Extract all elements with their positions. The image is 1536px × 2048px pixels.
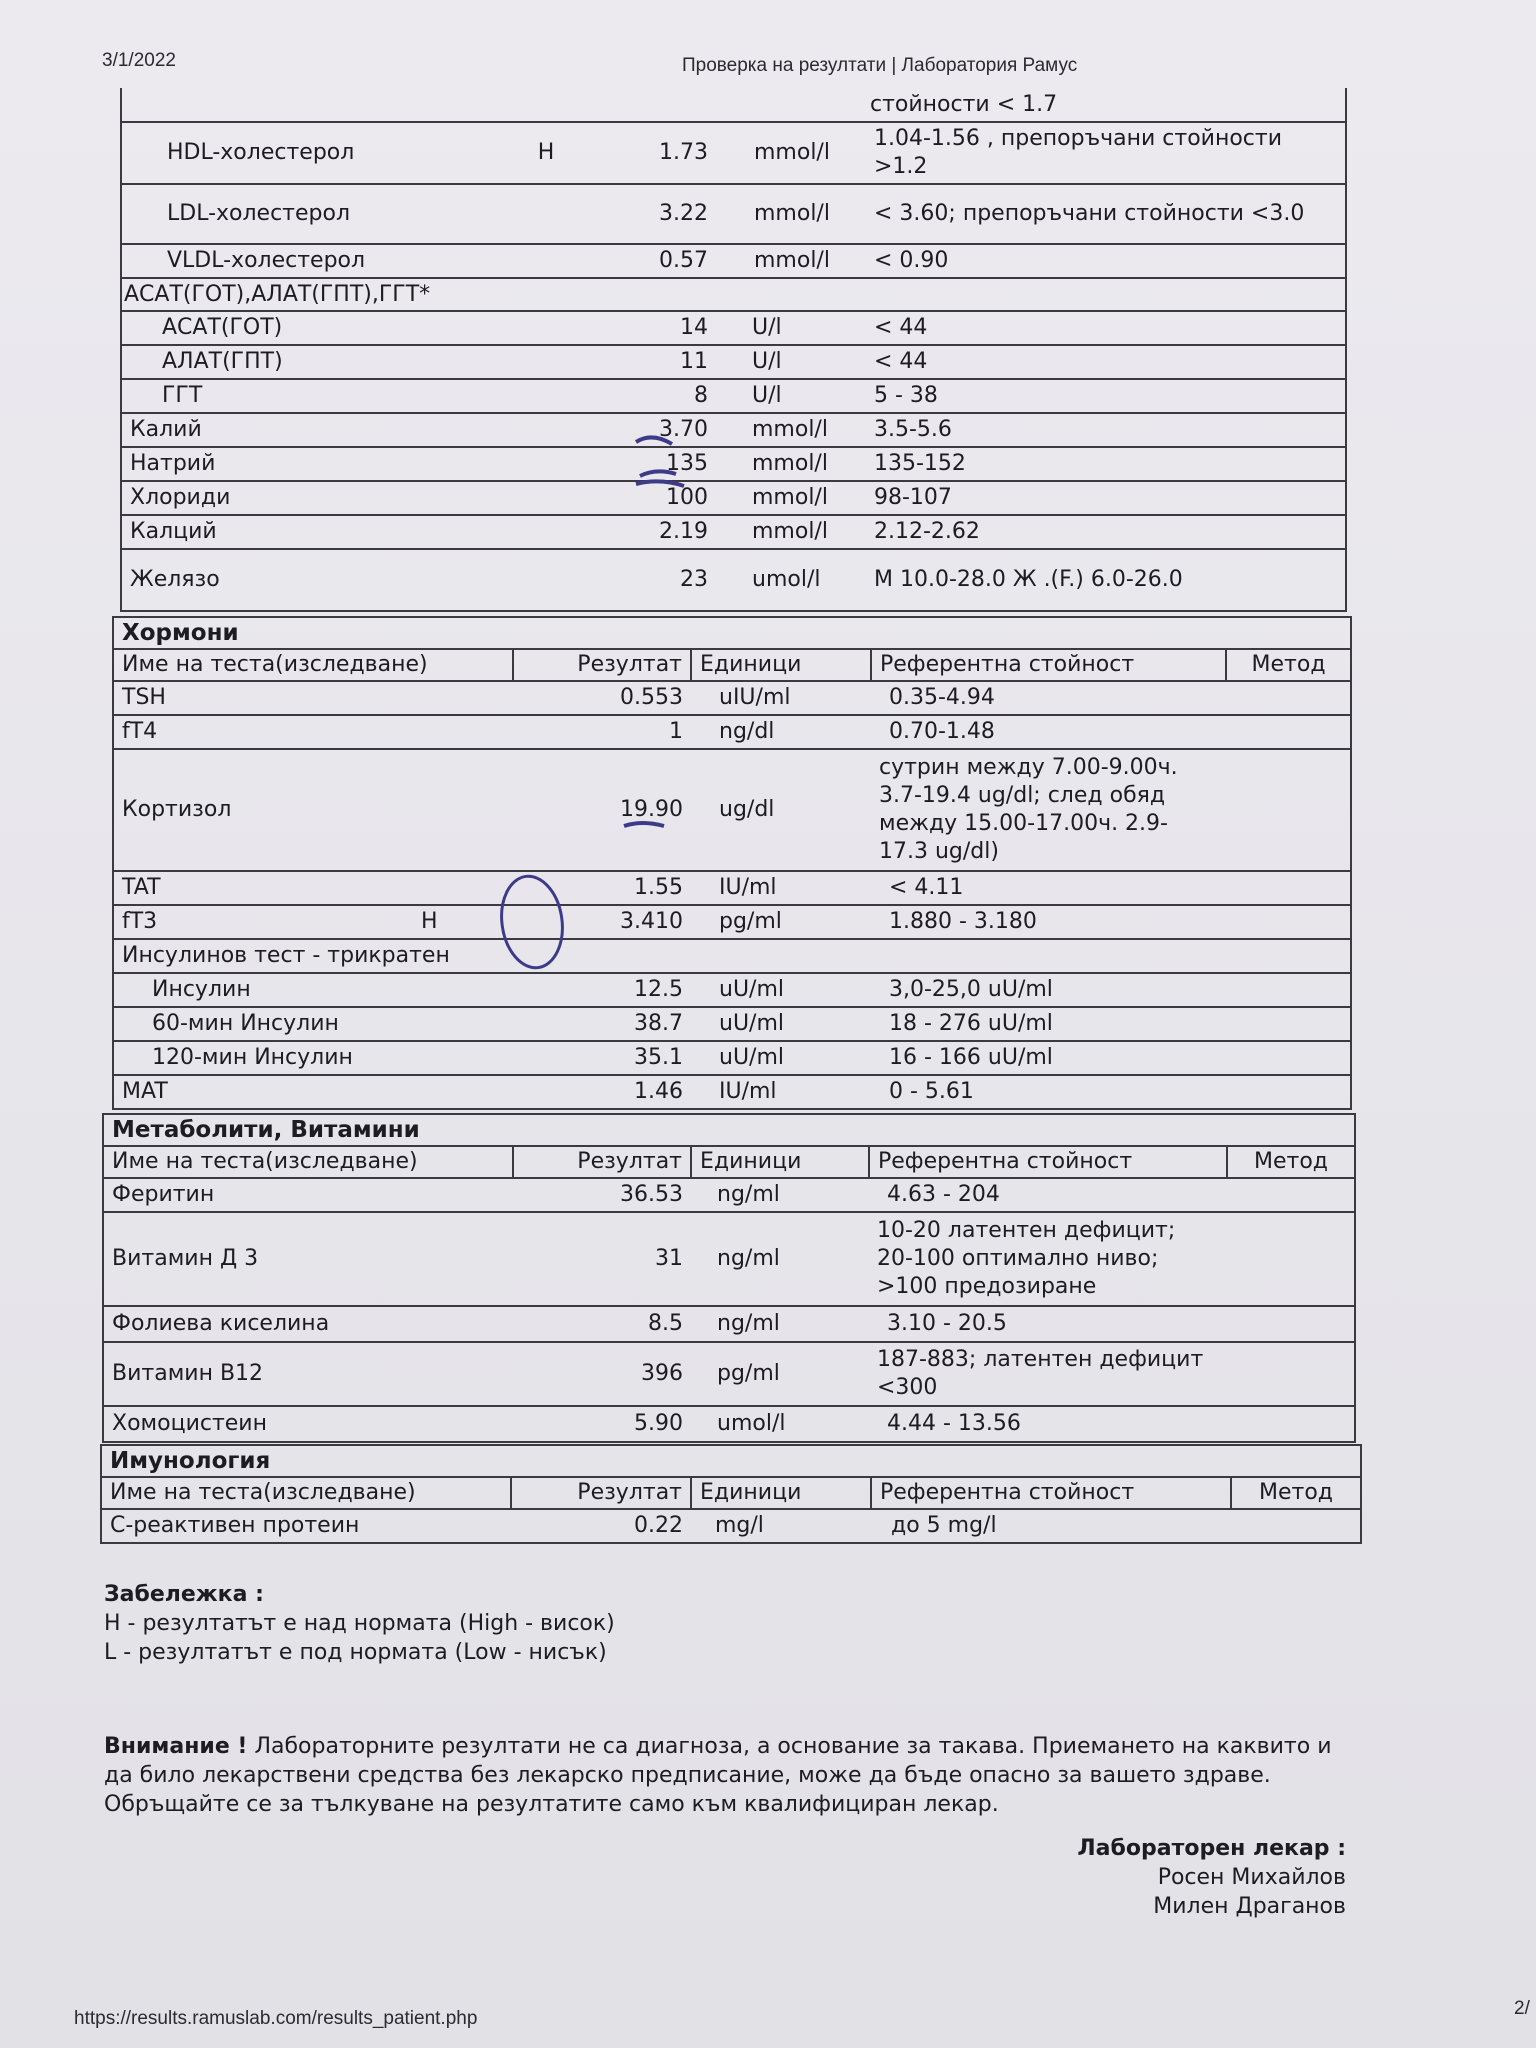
column-header-result: Резултат <box>513 649 691 681</box>
doctor-name: Милен Драганов <box>1153 1894 1346 1919</box>
unit: U/l <box>716 345 866 379</box>
section-title-metabolites: Метаболити, Витамини <box>103 1114 1355 1146</box>
result-value: 14 <box>586 311 716 345</box>
group-title: АСАТ(ГОТ),АЛАТ(ГПТ),ГГТ* <box>121 278 1346 311</box>
test-name: Натрий <box>121 447 506 481</box>
flag-high: H <box>413 905 513 939</box>
test-name: C-реактивен протеин <box>101 1509 511 1543</box>
column-header-unit: Единици <box>691 1146 869 1178</box>
test-name: TAT <box>113 871 413 905</box>
column-header-method: Метод <box>1231 1477 1361 1509</box>
column-header-reference: Референтна стойност <box>871 1477 1231 1509</box>
reference-range: < 0.90 <box>866 244 1346 278</box>
result-value: 0.553 <box>513 681 691 715</box>
unit: mmol/l <box>716 184 866 244</box>
test-name: 120-мин Инсулин <box>113 1041 413 1075</box>
test-name: fT4 <box>113 715 413 749</box>
test-name: Инсулин <box>113 973 413 1007</box>
result-value: 8 <box>586 379 716 413</box>
reference-range: < 3.60; препоръчани стойности <3.0 <box>866 184 1346 244</box>
result-value: 31 <box>513 1212 691 1306</box>
result-value: 3.70 <box>586 413 716 447</box>
flag-high: H <box>506 122 586 184</box>
test-name: LDL-холестерол <box>121 184 506 244</box>
unit: mg/l <box>691 1509 871 1543</box>
result-value: 2.19 <box>586 515 716 549</box>
reference-range: 0.35-4.94 <box>871 681 1351 715</box>
reference-range: 18 - 276 uU/ml <box>871 1007 1351 1041</box>
column-header-result: Резултат <box>513 1146 691 1178</box>
column-header-name: Име на теста(изследване) <box>103 1146 513 1178</box>
reference-range: 4.44 - 13.56 <box>869 1406 1355 1442</box>
note-line-high: H - резултатът е над нормата (High - висок) <box>104 1611 615 1636</box>
warning-label: Внимание ! <box>104 1734 248 1759</box>
column-header-name: Име на теста(изследване) <box>113 649 513 681</box>
page-number: 2/ <box>1514 1998 1530 2019</box>
test-name: АЛАТ(ГПТ) <box>121 345 506 379</box>
reference-range: 3.10 - 20.5 <box>869 1306 1355 1342</box>
unit: IU/ml <box>691 1075 871 1109</box>
reference-range: 187-883; латентен дефицит <300 <box>869 1342 1355 1406</box>
page-title: Проверка на резултати | Лаборатория Рамус <box>682 55 1078 76</box>
result-value: 5.90 <box>513 1406 691 1442</box>
test-name: ГГТ <box>121 379 506 413</box>
reference-range: 1.880 - 3.180 <box>871 905 1351 939</box>
test-name: Желязо <box>121 549 506 611</box>
unit: IU/ml <box>691 871 871 905</box>
test-name: Витамин Д 3 <box>103 1212 513 1306</box>
result-value: 135 <box>586 447 716 481</box>
result-value: 1.55 <box>513 871 691 905</box>
pen-underline-mark <box>636 437 672 444</box>
test-name: VLDL-холестерол <box>121 244 506 278</box>
test-name: MAT <box>113 1075 413 1109</box>
test-name: HDL-холестерол <box>121 122 506 184</box>
section-title-immunology: Имунология <box>101 1445 1361 1477</box>
unit: pg/ml <box>691 1342 869 1406</box>
pen-underline-mark <box>636 481 684 486</box>
column-header-method: Метод <box>1227 1146 1355 1178</box>
reference-range: сутрин между 7.00-9.00ч. 3.7-19.4 ug/dl; след обяд между 15.00-17.00ч. 2.9-17.3 ug/dl) <box>871 749 1351 871</box>
reference-range: 0.70-1.48 <box>871 715 1351 749</box>
unit: uIU/ml <box>691 681 871 715</box>
note-line-low: L - резултатът е под нормата (Low - нисък) <box>104 1640 607 1665</box>
reference-range: до 5 mg/l <box>871 1509 1361 1543</box>
column-header-name: Име на теста(изследване) <box>101 1477 511 1509</box>
column-header-unit: Единици <box>691 649 871 681</box>
signature-title: Лабораторен лекар : <box>1077 1836 1346 1861</box>
result-value: 396 <box>513 1342 691 1406</box>
print-date: 3/1/2022 <box>102 50 176 71</box>
test-name: fT3 <box>113 905 413 939</box>
column-header-reference: Референтна стойност <box>871 649 1226 681</box>
section-title-hormones: Хормони <box>113 617 1351 649</box>
result-value: 19.90 <box>513 749 691 871</box>
unit: mmol/l <box>716 413 866 447</box>
result-value: 0.22 <box>511 1509 691 1543</box>
test-name: Калций <box>121 515 506 549</box>
warning-text: Лабораторните резултати не са диагноза, а основание за такава. Приемането на каквито и да било лекарствени средства без лекарско предписание, може да бъде опасно за вашето здраве. Обръщайте се за тълкуване на резултатите само към квалифициран лекар. <box>104 1734 1332 1817</box>
reference-range: 5 - 38 <box>866 379 1346 413</box>
result-value: 1.73 <box>586 122 716 184</box>
test-name: Кортизол <box>113 749 413 871</box>
column-header-method: Метод <box>1226 649 1351 681</box>
column-header-unit: Единици <box>691 1477 871 1509</box>
unit: uU/ml <box>691 1007 871 1041</box>
unit: mmol/l <box>716 447 866 481</box>
result-value: 8.5 <box>513 1306 691 1342</box>
unit: uU/ml <box>691 973 871 1007</box>
unit: umol/l <box>691 1406 869 1442</box>
result-value: 0.57 <box>586 244 716 278</box>
result-value: 3.22 <box>586 184 716 244</box>
unit: U/l <box>716 311 866 345</box>
result-value: 100 <box>586 481 716 515</box>
note-title: Забележка : <box>104 1582 264 1607</box>
column-header-reference: Референтна стойност <box>869 1146 1227 1178</box>
unit: U/l <box>716 379 866 413</box>
unit: ug/dl <box>691 749 871 871</box>
ref-tail: стойности < 1.7 <box>866 88 1346 122</box>
result-value: 12.5 <box>513 973 691 1007</box>
result-value: 1.46 <box>513 1075 691 1109</box>
result-value: 38.7 <box>513 1007 691 1041</box>
reference-range: 10-20 латентен дефицит; 20-100 оптимално ниво; >100 предозиране <box>869 1212 1355 1306</box>
test-name: Феритин <box>103 1178 513 1212</box>
pen-underline-mark <box>624 823 664 826</box>
test-name: Фолиева киселина <box>103 1306 513 1342</box>
reference-range: 3,0-25,0 uU/ml <box>871 973 1351 1007</box>
result-value: 1 <box>513 715 691 749</box>
unit: ng/ml <box>691 1306 869 1342</box>
unit: mmol/l <box>716 122 866 184</box>
doctor-name: Росен Михайлов <box>1157 1865 1346 1890</box>
reference-range: < 44 <box>866 311 1346 345</box>
reference-range: 1.04-1.56 , препоръчани стойности >1.2 <box>866 122 1346 184</box>
reference-range: 0 - 5.61 <box>871 1075 1351 1109</box>
unit: mmol/l <box>716 244 866 278</box>
group-title: Инсулинов тест - трикратен <box>113 939 1351 973</box>
unit: uU/ml <box>691 1041 871 1075</box>
unit: ng/dl <box>691 715 871 749</box>
reference-range: 135-152 <box>866 447 1346 481</box>
column-header-result: Резултат <box>511 1477 691 1509</box>
test-name: Хлориди <box>121 481 506 515</box>
unit: ng/ml <box>691 1178 869 1212</box>
test-name: Калий <box>121 413 506 447</box>
result-value: 35.1 <box>513 1041 691 1075</box>
reference-range: М 10.0-28.0 Ж .(F.) 6.0-26.0 <box>866 549 1346 611</box>
reference-range: < 4.11 <box>871 871 1351 905</box>
test-name: TSH <box>113 681 413 715</box>
footer-url: https://results.ramuslab.com/results_patient.php <box>74 2008 478 2029</box>
result-value: 3.410 <box>513 905 691 939</box>
unit: pg/ml <box>691 905 871 939</box>
unit: ng/ml <box>691 1212 869 1306</box>
result-value: 23 <box>586 549 716 611</box>
reference-range: 3.5-5.6 <box>866 413 1346 447</box>
test-name: Хомоцистеин <box>103 1406 513 1442</box>
pen-circle-mark <box>496 872 568 971</box>
result-value: 36.53 <box>513 1178 691 1212</box>
test-name: 60-мин Инсулин <box>113 1007 413 1041</box>
test-name: Витамин B12 <box>103 1342 513 1406</box>
unit: mmol/l <box>716 481 866 515</box>
reference-range: 2.12-2.62 <box>866 515 1346 549</box>
reference-range: 16 - 166 uU/ml <box>871 1041 1351 1075</box>
unit: umol/l <box>716 549 866 611</box>
reference-range: 98-107 <box>866 481 1346 515</box>
reference-range: < 44 <box>866 345 1346 379</box>
test-name: АСАТ(ГОТ) <box>121 311 506 345</box>
result-value: 11 <box>586 345 716 379</box>
pen-underline-mark <box>640 471 676 476</box>
unit: mmol/l <box>716 515 866 549</box>
reference-range: 4.63 - 204 <box>869 1178 1355 1212</box>
